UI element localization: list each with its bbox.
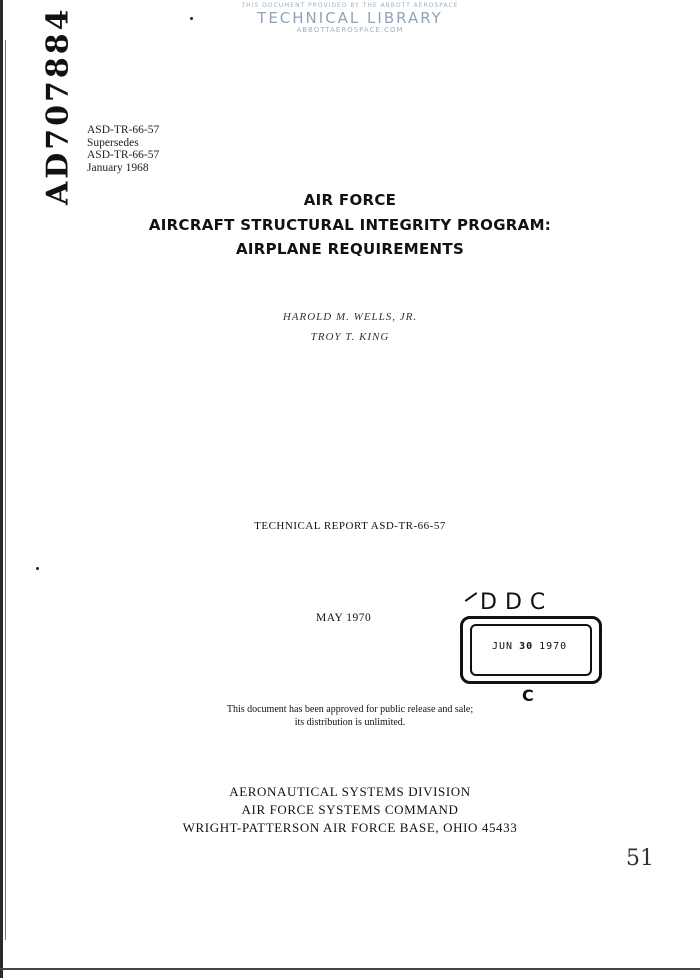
- ddc-stamp-label: DDC: [480, 590, 554, 615]
- ddc-stamp-day: 30: [519, 641, 534, 652]
- title-line-1: AIR FORCE: [303, 191, 397, 209]
- handwritten-note: 51: [626, 846, 654, 871]
- watermark-title: TECHNICAL LIBRARY: [257, 9, 443, 27]
- publication-date: MAY 1970: [316, 612, 372, 624]
- author-1: HAROLD M. WELLS, JR.: [282, 311, 418, 323]
- organization-division: AERONAUTICAL SYSTEMS DIVISION: [229, 784, 471, 799]
- release-statement-line-1: This document has been approved for public release and sale;: [226, 704, 474, 715]
- watermark-top-line: THIS DOCUMENT PROVIDED BY THE ABBOTT AEROSPACE: [241, 2, 459, 9]
- supersedes-label: Supersedes: [87, 136, 139, 149]
- title-line-2: AIRCRAFT STRUCTURAL INTEGRITY PROGRAM:: [148, 216, 552, 234]
- title-line-3: AIRPLANE REQUIREMENTS: [235, 240, 465, 258]
- ddc-stamp-date: [492, 641, 567, 652]
- organization-command: AIR FORCE SYSTEMS COMMAND: [241, 802, 459, 817]
- ddc-stamp-suffix: C: [522, 686, 534, 705]
- scan-speck: [36, 567, 39, 570]
- scan-bottom-edge: [0, 968, 700, 970]
- author-2: TROY T. KING: [310, 331, 390, 343]
- document-info-block: [87, 124, 159, 174]
- ddc-stamp-mark: [465, 592, 478, 602]
- ddc-stamp-month: JUN: [492, 641, 514, 652]
- report-number: ASD-TR-66-57: [87, 124, 160, 136]
- ddc-stamp-year: 1970: [539, 641, 568, 652]
- superseded-date: January 1968: [87, 161, 149, 174]
- technical-report-number: TECHNICAL REPORT ASD-TR-66-57: [254, 520, 446, 532]
- scan-speck: [190, 17, 193, 20]
- organization-address: WRIGHT-PATTERSON AIR FORCE BASE, OHIO 45433: [182, 820, 518, 835]
- superseded-report: ASD-TR-66-57: [87, 149, 160, 161]
- watermark-url: ABBOTTAEROSPACE.COM: [296, 26, 404, 34]
- release-statement-line-2: its distribution is unlimited.: [294, 717, 406, 728]
